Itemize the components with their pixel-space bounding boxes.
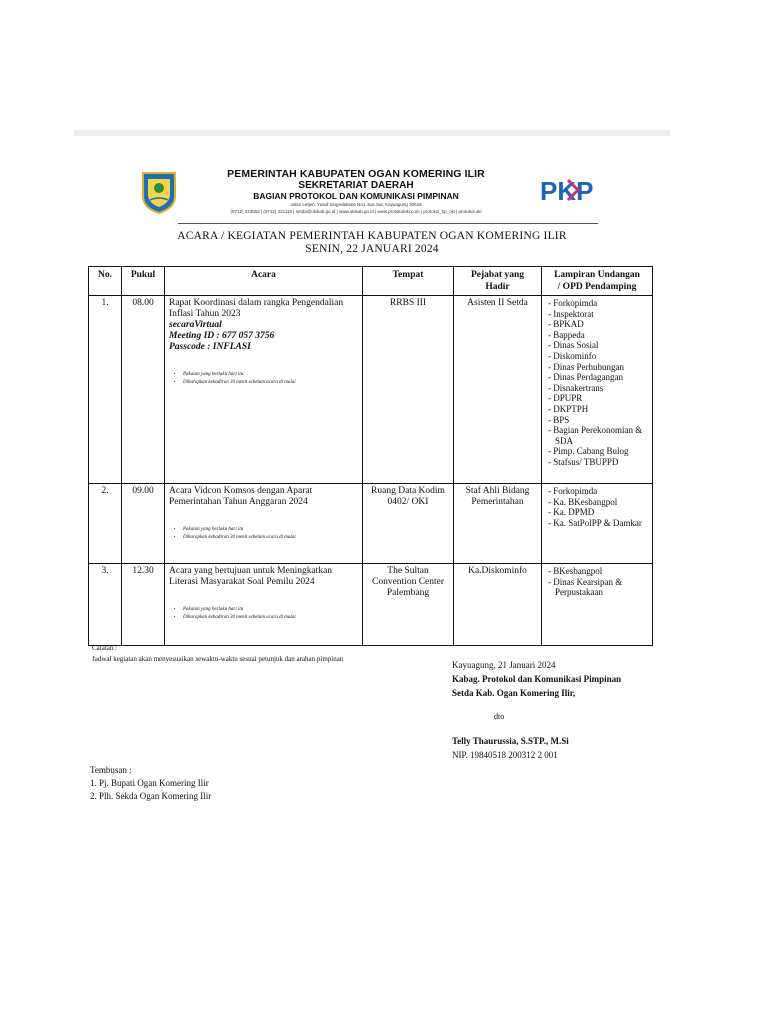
letterhead-address: Jalan Letjen. Yusuf Singedekane No1 Jua-Jua, Kayuagung 30618 xyxy=(290,202,422,207)
attachment-list xyxy=(546,486,648,528)
attachment-item: - Bappeda xyxy=(548,329,585,340)
table-row xyxy=(89,296,653,484)
cell-place: The Sultan Convention Center Palembang xyxy=(363,564,454,646)
event-detail-line: Meeting ID : 677 057 3756 xyxy=(169,331,275,341)
header-official xyxy=(454,267,542,296)
cell-event xyxy=(165,296,363,484)
tembusan xyxy=(90,764,211,803)
signature-position-line1: Kabag. Protokol dan Komunikasi Pimpinan xyxy=(452,674,622,684)
signature-position-line2: Setda Kab. Ogan Komering Ilir, xyxy=(452,688,576,698)
event-note: • Pakaian yang berlaku hari itu xyxy=(183,526,358,534)
event-notes xyxy=(175,371,358,387)
letterhead xyxy=(140,168,602,224)
cell-place: Ruang Data Kodim 0402/ OKI xyxy=(363,484,454,564)
attachment-item: - Inspektorat xyxy=(548,308,594,319)
letterhead-contacts: (0712) 323502 | (0712) 321118 | setda@okikab.go.id | www.okikab.go.id | www.protokoloki.com | protokol_kp_oki | protokol.oki xyxy=(230,209,482,214)
tembusan-item-2: 2. Plh. Sekda Ogan Komering Ilir xyxy=(90,791,212,801)
header-time: Pukul xyxy=(122,267,165,296)
letterhead-line1: PEMERINTAH KABUPATEN OGAN KOMERING ILIR xyxy=(227,168,485,180)
cell-attachments xyxy=(542,296,653,484)
attachment-item: - Dinas Perhubungan xyxy=(548,361,624,372)
tembusan-label: Tembusan : xyxy=(90,765,132,775)
attachment-item: - Ka. SatPolPP & Damkar xyxy=(548,517,642,528)
cell-official: Ka.Diskominfo xyxy=(454,564,542,646)
signature-nip: NIP. 19840518 200312 2 001 xyxy=(452,750,558,760)
attachment-item: - BPKAD xyxy=(548,319,584,330)
pkp-logo xyxy=(538,174,602,206)
signature-name: Telly Thaurussia, S.STP., M.Si xyxy=(452,736,569,746)
attachment-item: - Disnakertrans xyxy=(548,382,604,393)
attachment-item: - BKesbangpol xyxy=(548,566,603,576)
cell-attachments xyxy=(542,564,653,646)
event-title: Rapat Koordinasi dalam rangka Pengendalian Inflasi Tahun 2023 xyxy=(169,298,344,319)
attachment-item: - Dinas Perdagangan xyxy=(548,372,623,383)
regency-emblem-icon xyxy=(140,170,178,214)
document-title xyxy=(74,230,670,256)
cell-attachments xyxy=(542,484,653,564)
event-title: Acara Vidcon Komsos dengan Aparat Pemerintahan Tahun Anggaran 2024 xyxy=(169,486,313,507)
tembusan-item-1: 1. Pj. Bupati Ogan Komering Ilir xyxy=(90,778,209,788)
header-official-line2: Hadir xyxy=(485,282,510,292)
catatan xyxy=(92,643,343,665)
page-top-band xyxy=(74,130,670,136)
attachment-item: - Ka. BKesbangpol xyxy=(548,496,618,507)
table-header-row xyxy=(89,267,653,296)
signature-dto: dto xyxy=(494,712,505,721)
event-note: • Pakaian yang berlaku hari itu xyxy=(183,371,358,379)
attachment-item: - Stafsus/ TBUPPD xyxy=(548,456,619,467)
letterhead-rule xyxy=(178,223,598,224)
cell-time: 09.00 xyxy=(122,484,165,564)
cell-no: 1. xyxy=(89,296,122,484)
pkp-logo-icon xyxy=(538,174,602,206)
letterhead-line2: SEKRETARIAT DAERAH xyxy=(298,180,414,191)
event-note: • Pakaian yang berlaku hari itu xyxy=(183,606,358,614)
table-row xyxy=(89,484,653,564)
header-attachments-line1: Lampiran Undangan xyxy=(554,270,640,280)
header-attachments xyxy=(542,267,653,296)
signature-block xyxy=(452,658,621,762)
event-detail-line: Passcode : INFLASI xyxy=(169,342,251,352)
attachment-item: - Dinas Sosial xyxy=(548,340,599,351)
attachment-item: - Bagian Perekonomian & SDA xyxy=(548,425,643,446)
letterhead-text xyxy=(186,168,526,215)
cell-official: Staf Ahli Bidang Pemerintahan xyxy=(454,484,542,564)
event-note: • Diharapkan kehadiran 30 menit sebelum acara di mulai xyxy=(183,534,358,542)
header-attachments-line2: / OPD Pendamping xyxy=(557,282,637,292)
catatan-text: Jadwal kegiatan akan menyesuaikan sewaktu-waktu sesuai petunjuk dan arahan pimpinan xyxy=(92,655,344,663)
header-event: Acara xyxy=(165,267,363,296)
catatan-label: Catatan : xyxy=(92,644,118,652)
signature-place-date: Kayuagung, 21 Januari 2024 xyxy=(452,660,556,670)
cell-time: 12.30 xyxy=(122,564,165,646)
attachment-item: - Pimp. Cabang Bulog xyxy=(548,446,629,457)
pkp-logo-text: PKP xyxy=(540,176,594,206)
attachment-item: - BPS xyxy=(548,414,570,425)
header-no: No. xyxy=(89,267,122,296)
header-official-line1: Pejabat yang xyxy=(470,270,525,280)
document-title-line2: SENIN, 22 JANUARI 2024 xyxy=(305,243,439,255)
attachment-item: - DPUPR xyxy=(548,393,583,404)
agenda-table xyxy=(88,266,653,646)
cell-time: 08.00 xyxy=(122,296,165,484)
attachment-item: - Ka. DPMD xyxy=(548,507,595,518)
cell-no: 2. xyxy=(89,484,122,564)
attachment-list xyxy=(546,298,648,468)
header-place: Tempat xyxy=(363,267,454,296)
document-title-line1: ACARA / KEGIATAN PEMERINTAH KABUPATEN OGAN KOMERING ILIR xyxy=(177,230,567,242)
attachment-item: - Forkopimda xyxy=(548,298,598,308)
cell-place: RRBS III xyxy=(363,296,454,484)
letterhead-line3: BAGIAN PROTOKOL DAN KOMUNIKASI PIMPINAN xyxy=(253,191,459,201)
attachment-item: - Diskominfo xyxy=(548,350,597,361)
cell-event xyxy=(165,564,363,646)
cell-official: Asisten II Setda xyxy=(454,296,542,484)
event-note: • Diharapkan kehadiran 30 menit sebelum acara di mulai xyxy=(183,614,358,622)
event-note: • Diharapkan kehadiran 30 menit sebelum acara di mulai xyxy=(183,379,358,387)
event-notes xyxy=(175,526,358,542)
attachment-item: - Forkopimda xyxy=(548,486,598,496)
event-notes xyxy=(175,606,358,622)
attachment-item: - Dinas Kearsipan & Perpustakaan xyxy=(548,576,623,598)
cell-no: 3. xyxy=(89,564,122,646)
event-detail-line: secaraVirtual xyxy=(169,320,222,330)
attachment-list xyxy=(546,566,648,598)
event-title: Acara yang bertujuan untuk Meningkatkan Literasi Masyarakat Soal Pemilu 2024 xyxy=(169,566,333,587)
attachment-item: - DKPTPH xyxy=(548,403,589,414)
cell-event xyxy=(165,484,363,564)
table-row xyxy=(89,564,653,646)
